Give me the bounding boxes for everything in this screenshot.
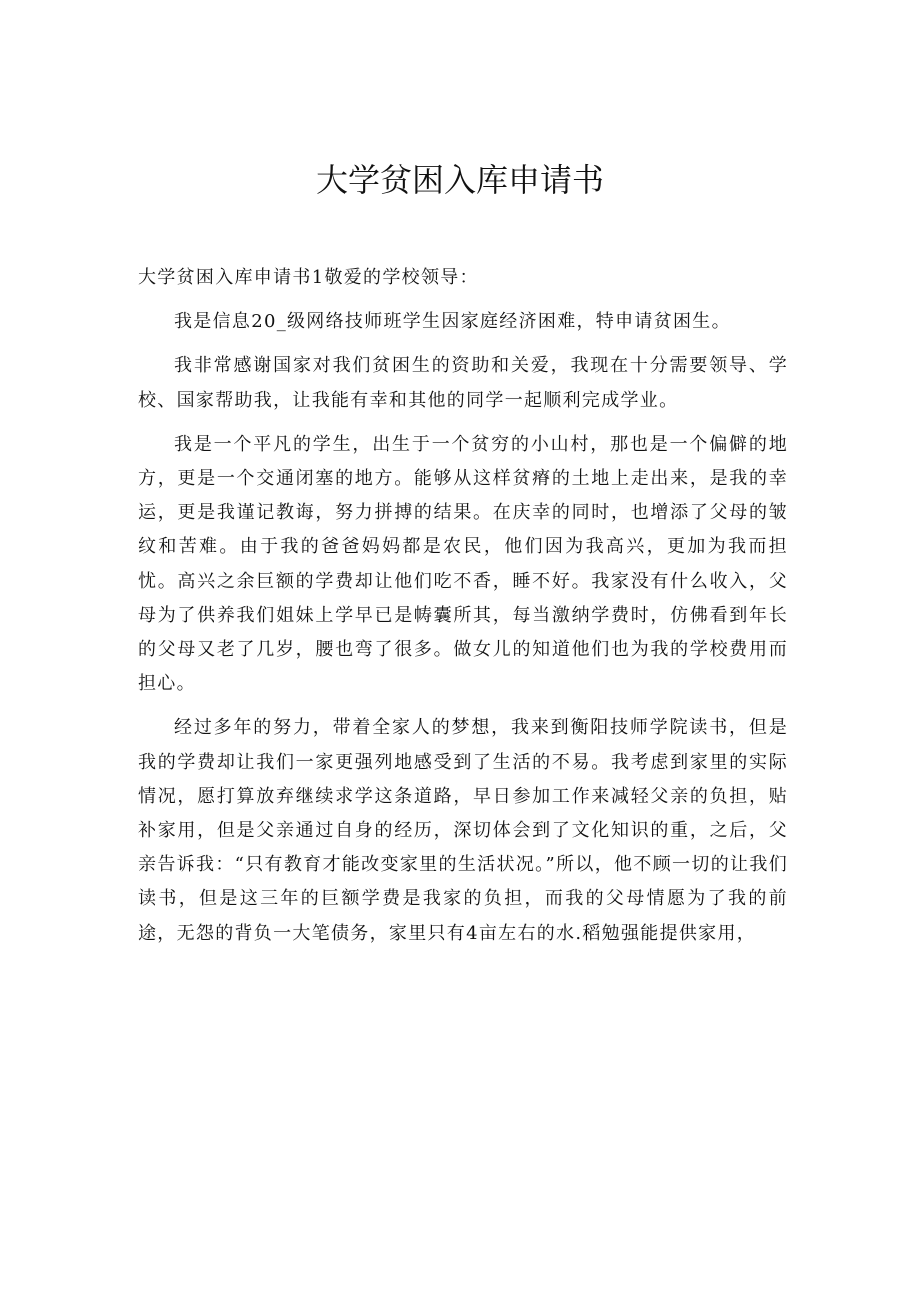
document-title: 大学贫困入库申请书 [315, 161, 604, 199]
document-body [138, 261, 788, 961]
body-paragraph-4: 经过多年的努力，带着全家人的梦想，我来到衡阳技师学院读书，但是我的学费却让我们一家更强列地感受到了生活的不易。我考虑到家里的实际情况，愿打算放弃继续求学这条道路，早日参加工作来减轻父亲的负担，贴补家用，但是父亲通过自身的经历，深切体会到了文化知识的重，之后，父亲告诉我：“只有教育才能改变家里的生活状况。”所以，他不顾一切的让我们读书，但是这三年的巨额学费是我家的负担，而我的父母情愿为了我的前途，无怨的背负一大笔债务，家里只有4亩左右的水.稻勉强能提供家用， [138, 717, 788, 944]
body-paragraph-3: 我是一个平凡的学生，出生于一个贫穷的小山村，那也是一个偏僻的地方，更是一个交通闭塞的地方。能够从这样贫瘠的土地上走出来，是我的幸运，更是我谨记教诲，努力拼搏的结果。在庆幸的同时，也增添了父母的皱纹和苦难。由于我的爸爸妈妈都是农民，他们因为我高兴，更加为我而担忧。高兴之余巨额的学费却让他们吃不香，睡不好。我家没有什么收入，父母为了供养我们姐妹上学早已是帱囊所其，每当激纳学费时，仿佛看到年长的父母又老了几岁，腰也弯了很多。做女儿的知道他们也为我的学校费用而担心。 [138, 433, 788, 695]
salutation-paragraph: 大学贫困入库申请书1敬爱的学校领导： [138, 267, 479, 288]
body-paragraph-2: 我非常感谢国家对我们贫困生的资助和关爱，我现在十分需要领导、学校、国家帮助我，让我能有幸和其他的同学一起顺利完成学业。 [138, 355, 788, 411]
body-paragraph-1: 我是信息20_级网络技师班学生因家庭经济困难，特申请贫困生。 [174, 311, 731, 333]
